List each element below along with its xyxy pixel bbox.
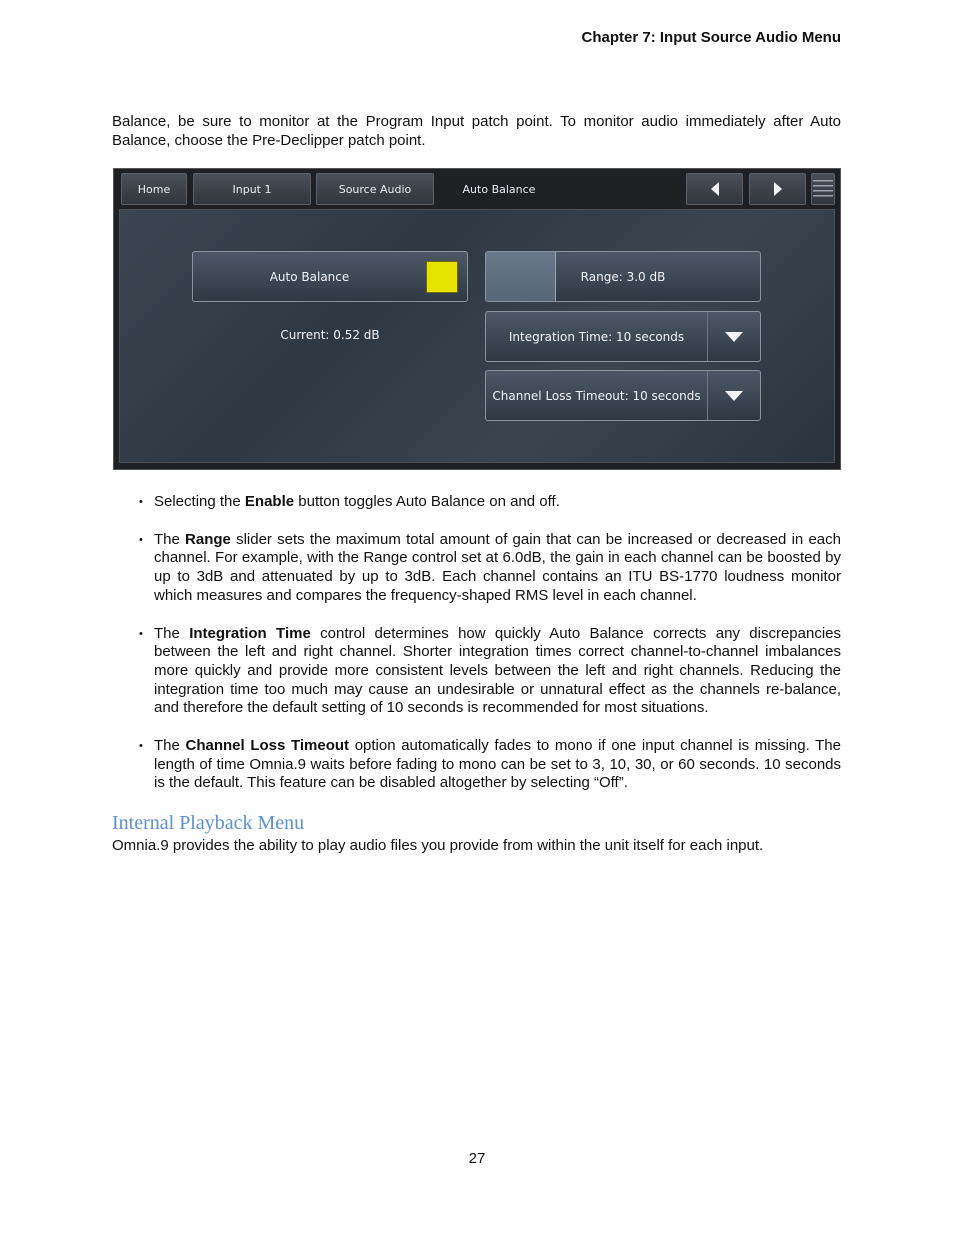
- list-item: • The Integration Time control determines how quickly Auto Balance corrects any discrepancies between the left and right channel. Shorter integration times correct channel-to-channel imbalances more quickly and provide more consistent levels between the left and right channels. Reducing the integration time too much may cause an undesirable or unnatural effect as the channels re-balance, and therefore the default setting of 10 seconds is recommended for most situations.: [139, 624, 842, 717]
- nav-back-button[interactable]: [686, 173, 743, 205]
- bullet-mark: •: [139, 496, 143, 508]
- current-reading: Current: 0.52 dB: [280, 328, 380, 342]
- auto-balance-enable-button[interactable]: [192, 251, 468, 302]
- bullet-mark: •: [139, 740, 143, 753]
- term-channel-loss-timeout: Channel Loss Timeout: [185, 737, 350, 755]
- nav-menu-button[interactable]: [811, 173, 835, 205]
- auto-balance-label: Auto Balance: [269, 269, 350, 284]
- integration-dropdown-arrow: [707, 312, 760, 361]
- enable-indicator: [426, 261, 458, 293]
- nav-input-button[interactable]: [193, 173, 311, 205]
- nav-current-label: Auto Balance: [462, 182, 536, 196]
- chapter-header: Chapter 7: Input Source Audio Menu: [581, 29, 841, 46]
- nav-bar: [119, 173, 835, 207]
- left-arrow-icon: [710, 181, 720, 197]
- nav-home-label: Home: [137, 182, 171, 196]
- nav-home-button[interactable]: [121, 173, 187, 205]
- section-title: Internal Playback Menu: [112, 812, 305, 834]
- chevron-down-icon: [724, 390, 744, 402]
- term-range: Range: [185, 530, 231, 548]
- range-slider[interactable]: [485, 251, 761, 302]
- page-number: 27: [468, 1150, 486, 1167]
- term-integration-time: Integration Time: [189, 624, 311, 642]
- nav-input-label: Input 1: [232, 182, 272, 196]
- channel-loss-timeout-dropdown[interactable]: [485, 370, 761, 421]
- bullet-mark: •: [139, 533, 143, 546]
- range-label: Range: 3.0 dB: [580, 269, 666, 284]
- control-area: [119, 209, 835, 463]
- nav-source-audio-button[interactable]: [316, 173, 434, 205]
- channel-loss-timeout-label: Channel Loss Timeout: 10 seconds: [492, 388, 701, 403]
- nav-current-page: [440, 173, 558, 205]
- list-item: • The Channel Loss Timeout option automatically fades to mono if one input channel is missing. The length of time Omnia.9 waits before fading to mono can be set to 3, 10, 30, or 60 seconds. 10 seconds is the default. This feature can be disabled altogether by selecting “Off”.: [139, 737, 841, 792]
- grip-lines-icon: [813, 177, 833, 201]
- auto-balance-screenshot: [113, 168, 841, 470]
- channel-loss-dropdown-arrow: [707, 371, 760, 420]
- list-item: • Selecting the Enable button toggles Auto Balance on and off.: [139, 493, 560, 510]
- bullet-mark: •: [139, 627, 143, 640]
- nav-forward-button[interactable]: [749, 173, 806, 205]
- section-body: Omnia.9 provides the ability to play audio files you provide from within the unit itself for each input.: [112, 837, 764, 854]
- term-enable: Enable: [244, 493, 295, 510]
- list-item: • The Range slider sets the maximum total amount of gain that can be increased or decreased in each channel. For example, with the Range control set at 6.0dB, the gain in each channel can be boosted by up to 3dB and attenuated by up to 3dB. Each channel contains an ITU BS-1770 loudness monitor which measures and compares the frequency-shaped RMS level in each channel.: [139, 530, 841, 604]
- nav-source-audio-label: Source Audio: [338, 182, 412, 196]
- integration-time-label: Integration Time: 10 seconds: [508, 329, 685, 344]
- intro-paragraph: Balance, be sure to monitor at the Program Input patch point. To monitor audio immediately after Auto Balance, choose the Pre-Declipper patch point.: [112, 113, 841, 149]
- chevron-down-icon: [724, 331, 744, 343]
- integration-time-dropdown[interactable]: [485, 311, 761, 362]
- right-arrow-icon: [773, 181, 783, 197]
- bullet-list: [139, 493, 841, 812]
